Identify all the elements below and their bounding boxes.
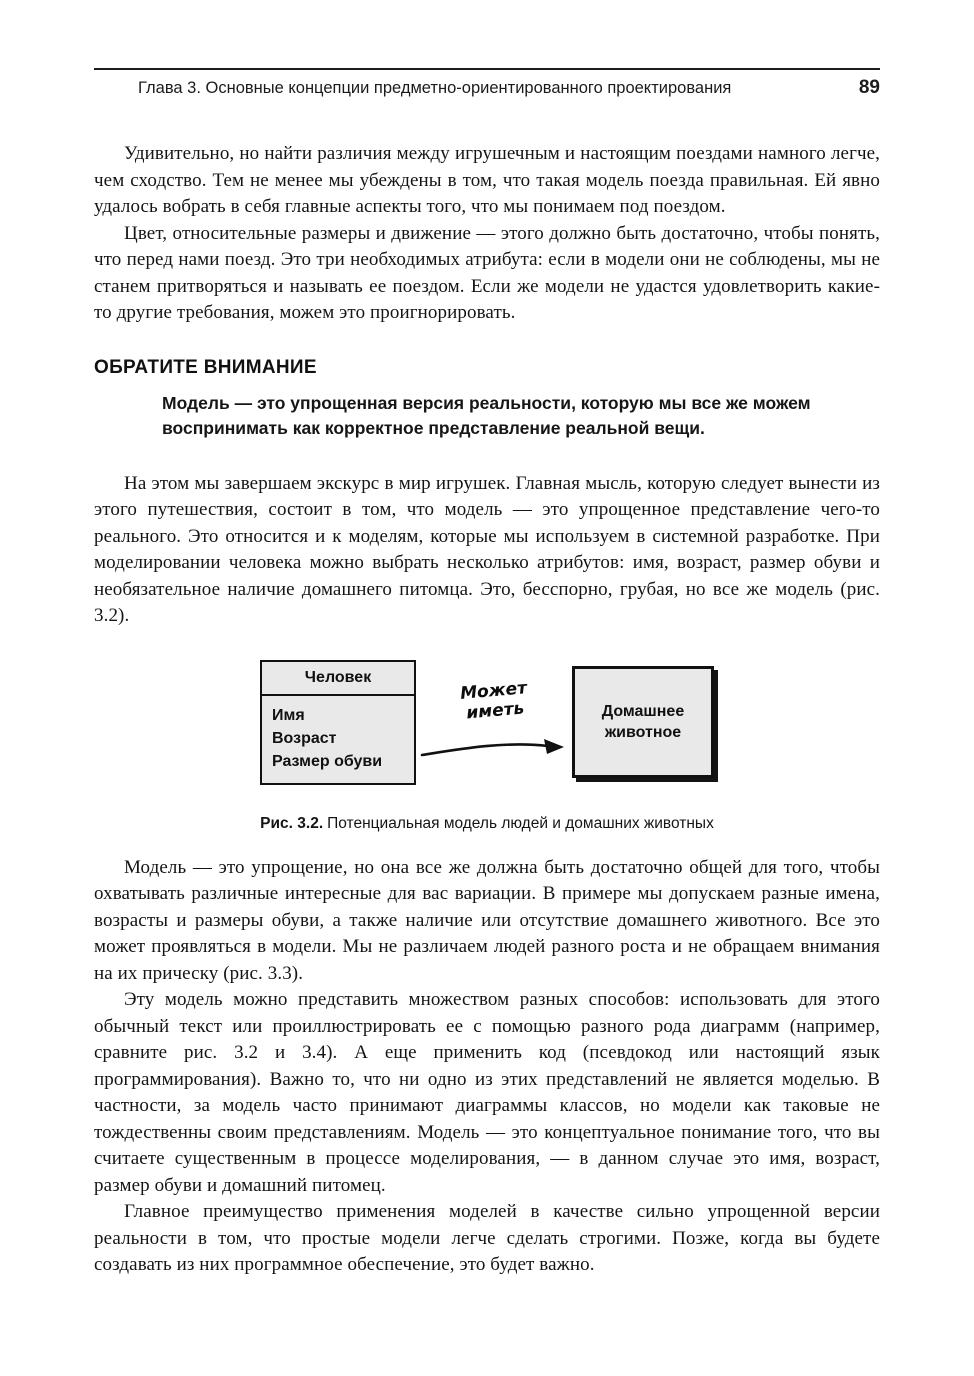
person-class-attributes [262,696,414,783]
paragraph-5: Эту модель можно представить множеством разных способов: использовать для этого обычный текст или проиллюстрировать ее с помощью разного рода диаграмм (например, сравните рис. 3.2 и 3.4). А еще применить код (псевдокод или настоящий язык программирования). Важно то, что ни одно из этих представлений не является моделью. В частности, за модель часто принимают диаграммы классов, но модели как таковые не тождественны своим представлениям. Модель — это концептуальное понимание того, что вы считаете существенным в процессе моделирования, — в данном случае это имя, возраст, размер обуви и домашний питомец. [94,989,880,1196]
attribute-shoe-size: Размер обуви [272,752,383,770]
association-area [416,678,572,763]
attribute-age: Возраст [272,729,337,747]
pet-box: Домашнее животное [572,666,714,778]
note-heading: ОБРАТИТЕ ВНИМАНИЕ [94,356,317,378]
person-class-box [260,660,416,785]
paragraph-3: На этом мы завершаем экскурс в мир игрушек. Главная мысль, которую следует вынести из этого путешествия, состоит в том, что модель — это упрощенное представление чего-то реального. Это относится и к моделям, которые мы используем в системной разработке. При моделировании человека можно выбрать несколько атрибутов: имя, возраст, размер обуви и необязательное наличие домашнего питомца. Это, бесспорно, грубая, но все же модель (рис. 3.2). [94,472,880,626]
running-head [94,77,880,99]
note-block [94,357,880,441]
paragraph-2: Цвет, относительные размеры и движение — этого должно быть достаточно, чтобы понять, что перед нами поезд. Это три необходимых атрибута: если в модели они не соблюдены, мы не станем притворяться и называть ее поездом. Если же модели не удастся удовлетворить какие-то другие требования, можем это проигнорировать. [94,222,880,323]
paragraph-1: Удивительно, но найти различия между игрушечным и настоящим поездами намного легче, чем сходство. Тем не менее мы убеждены в том, что такая модель поезда правильная. Ей явно удалось вобрать в себя главные аспекты того, что мы понимаем под поездом. [94,143,880,217]
figure-caption-text: Потенциальная модель людей и домашних животных [327,814,714,832]
figure-3-2 [94,660,880,833]
attribute-name: Имя [272,706,305,724]
association-label: Может иметь [458,678,528,724]
person-class-title: Человек [262,662,414,696]
figure-caption [94,815,880,833]
association-arrow-icon [420,721,568,763]
note-text: Модель — это упрощенная версия реальности, которую мы все же можем воспринимать как корректное представление реальной вещи. [162,392,811,438]
paragraph-4: Модель — это упрощение, но она все же должна быть достаточно общей для того, чтобы охватывать различные интересные для вас вариации. В примере мы допускаем разные имена, возрасты и размеры обуви, а также наличие или отсутствие домашнего животного. Все это может проявляться в модели. Мы не различаем людей разного роста и не обращаем внимания на их прическу (рис. 3.3). [94,856,880,984]
chapter-title: Глава 3. Основные концепции предметно-ориентированного проектирования [138,79,732,97]
header-rule [94,68,880,70]
page-number: 89 [858,77,880,98]
figure-caption-label: Рис. 3.2. [260,814,324,832]
paragraph-6: Главное преимущество применения моделей в качестве сильно упрощенной версии реальности в том, что простые модели легче сделать строгими. Позже, когда вы будете создавать из них программное обеспечение, это будет важно. [94,1201,880,1275]
uml-diagram [94,660,880,785]
